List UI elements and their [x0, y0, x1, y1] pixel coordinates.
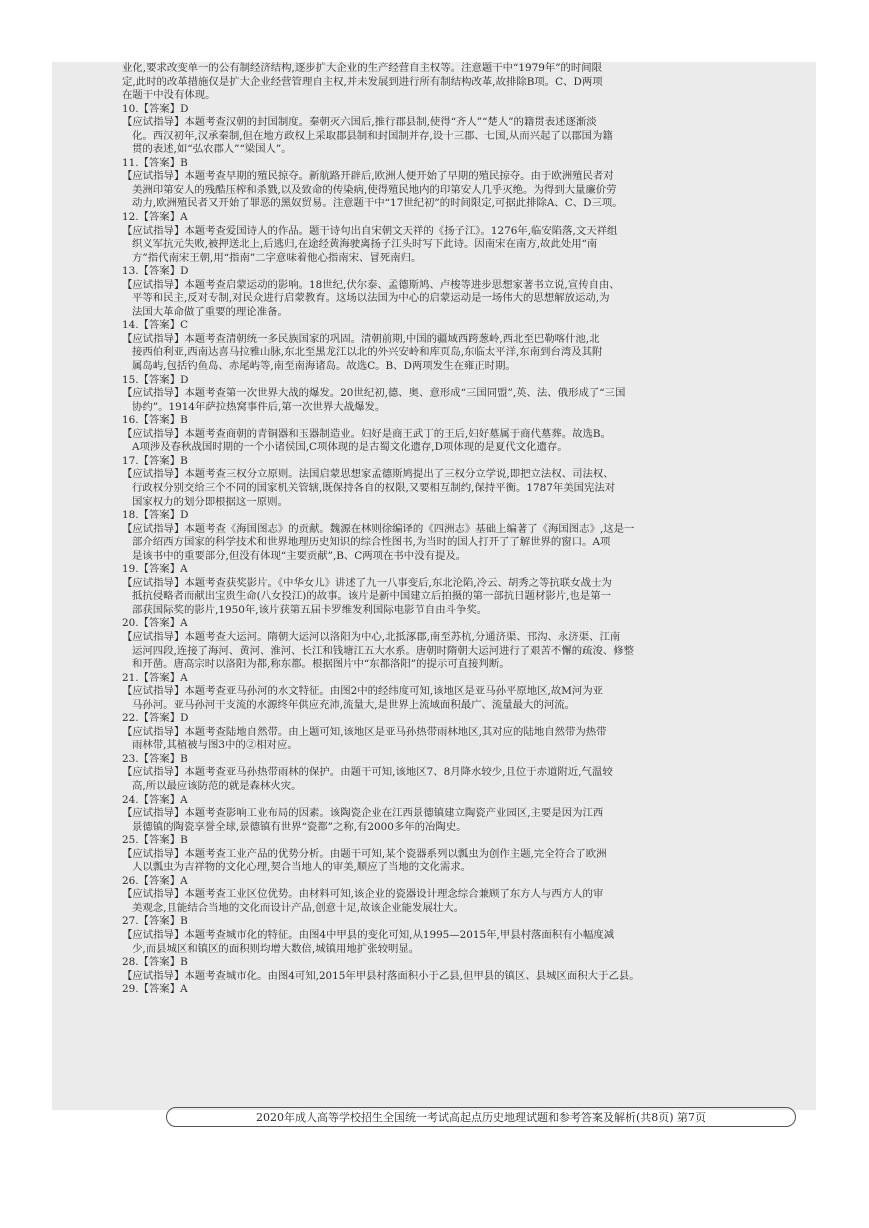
text-line: 贯的表述,如“弘农郡人”“梁国人”。 — [132, 143, 292, 156]
explanation-line: 【应试指导】本题考查早期的殖民掠夺。新航路开辟后,欧洲人便开始了早期的殖民掠夺。由于欧洲殖民者对 — [122, 170, 614, 183]
answer-line: 14.【答案】C — [122, 319, 189, 332]
text-line: 定,此时的改革措施仅是扩大企业经营管理自主权,并未发展到进行所有制结构改革,故排除B项。C、D两项 — [122, 75, 603, 88]
scanned-page — [52, 62, 816, 1124]
explanation-line: 【应试指导】本题考查工业产品的优势分析。由题干可知,某个瓷器系列以瓢虫为创作主题,完全符合了欧洲 — [122, 847, 607, 860]
explanation-line: 【应试指导】本题考查商朝的青铜器和玉器制造业。妇好是商王武丁的王后,妇好墓属于商代墓葬。故选B。 — [122, 427, 611, 440]
answer-line: 10.【答案】D — [122, 102, 189, 115]
explanation-line: 【应试指导】本题考查亚马孙河的水文特征。由图2中的经纬度可知,该地区是亚马孙平原地区,故M河为亚 — [122, 685, 604, 698]
text-line: 接西伯利亚,西南达喜马拉雅山脉,东北至黑龙江以北的外兴安岭和库页岛,东临太平洋,东南到台湾及其附 — [132, 346, 603, 359]
answer-line: 22.【答案】D — [122, 712, 189, 725]
text-line: 部获国际奖的影片,1950年,该片获第五届卡罗维发利国际电影节自由斗争奖。 — [132, 603, 488, 616]
text-line: 平等和民主,反对专制,对民众进行启蒙教育。这场以法国为中心的启蒙运动是一场伟大的思想解放运动,为 — [132, 292, 610, 305]
answer-line: 24.【答案】A — [122, 793, 188, 806]
text-line: 美观念,且能结合当地的文化而设计产品,创意十足,故该企业能发展壮大。 — [132, 901, 465, 914]
explanation-line: 【应试指导】本题考查启蒙运动的影响。18世纪,伏尔泰、孟德斯鸠、卢梭等进步思想家著书立说,宣传自由、 — [122, 278, 620, 291]
explanation-line: 【应试指导】本题考查亚马孙热带雨林的保护。由题干可知,该地区7、8月降水较少,且位于赤道附近,气温较 — [122, 766, 613, 779]
answer-text-body — [122, 62, 802, 997]
text-line: 抵抗侵略者而献出宝贵生命(八女投江)的故事。该片是新中国建立后拍摄的第一部抗日题材影片,也是第一 — [132, 590, 611, 603]
explanation-line: 【应试指导】本题考查城市化。由图4可知,2015年甲县村落面积小于乙县,但甲县的镇区、县城区面积大于乙县。 — [122, 969, 640, 982]
answer-line: 19.【答案】A — [122, 563, 188, 576]
explanation-line: 【应试指导】本题考查汉朝的封国制度。秦朝灭六国后,推行郡县制,使得“齐人”“楚人”的籍贯表述逐渐淡 — [122, 116, 597, 129]
text-line: 马孙河。亚马孙河干支流的水源终年供应充沛,流量大,是世界上流域面积最广、流量最大的河流。 — [132, 698, 576, 711]
answer-line: 23.【答案】B — [122, 752, 188, 765]
answer-line: 27.【答案】B — [122, 915, 188, 928]
explanation-line: 【应试指导】本题考查城市化的特征。由图4中甲县的变化可知,从1995—2015年,甲县村落面积有小幅度减 — [122, 929, 615, 941]
answer-line: 26.【答案】A — [122, 874, 188, 887]
text-line: 人以瓢虫为吉祥物的文化心理,契合当地人的审美,顺应了当地的文化需求。 — [132, 861, 472, 874]
text-line: 雨林带,其植被与图3中的②相对应。 — [132, 739, 298, 752]
text-line: 部介绍西方国家的科学技术和世界地理历史知识的综合性图书,为当时的国人打开了了解世界的窗口。A项 — [132, 536, 611, 549]
explanation-line: 【应试指导】本题考查第一次世界大战的爆发。20世纪初,德、奥、意形成“三国同盟”,英、法、俄形成了“三国 — [122, 387, 626, 400]
text-line: 属岛屿,包括钓鱼岛、赤尾屿等,南至南海诸岛。故选C。B、D两项发生在雍正时期。 — [132, 360, 516, 373]
text-line: 方”指代南宋王朝,用“指南”二字意味着他心指南宋、冒死南归。 — [132, 251, 422, 264]
text-line: 在题干中没有体现。 — [122, 89, 216, 102]
text-line: A项涉及春秋战国时期的一个小诸侯国,C项体现的是古蜀文化遗存,D项体现的是夏代文化遗存。 — [132, 441, 568, 454]
text-line: 化。西汉初年,汉承秦制,但在地方政权上采取郡县制和封国制并存,设十三郡、七国,从而兴起了以郡国为籍 — [132, 129, 613, 142]
explanation-line: 【应试指导】本题考查清朝统一多民族国家的巩固。清朝前期,中国的疆域西跨葱岭,西北至巴勒喀什池,北 — [122, 332, 600, 345]
answer-line: 15.【答案】D — [122, 373, 189, 386]
explanation-line: 【应试指导】本题考查陆地自然带。由上题可知,该地区是亚马孙热带雨林地区,其对应的陆地自然带为热带 — [122, 725, 607, 738]
explanation-line: 【应试指导】本题考查影响工业布局的因素。该陶瓷企业在江西景德镇建立陶瓷产业园区,主要是因为江西 — [122, 807, 604, 820]
explanation-line: 【应试指导】本题考查三权分立原则。法国启蒙思想家孟德斯鸠提出了三权分立学说,即把立法权、司法权、 — [122, 468, 614, 481]
text-line: 和开凿。唐高宗时以洛阳为都,称东都。根据图片中“东都洛阳”的提示可直接判断。 — [132, 658, 510, 671]
answer-line: 11.【答案】B — [122, 156, 188, 169]
text-line: 美洲印第安人的残酷压榨和杀戮,以及致命的传染病,使得殖民地内的印第安人几乎灭绝。为得到大量廉价劳 — [132, 183, 617, 196]
answer-line: 16.【答案】B — [122, 414, 188, 427]
answer-line: 29.【答案】A — [122, 983, 188, 996]
text-line: 行政权分别交给三个不同的国家机关管辖,既保持各自的权限,又要相互制约,保持平衡。1787年美国宪法对 — [132, 481, 616, 494]
answer-line: 28.【答案】B — [122, 956, 188, 969]
text-line: 国家权力的划分即根据这一原则。 — [132, 495, 288, 508]
page-footer: 2020年成人高等学校招生全国统一考试高起点历史地理试题和参考答案及解析(共8页) 第7页 — [166, 1107, 796, 1127]
explanation-line: 【应试指导】本题考查爱国诗人的作品。题干诗句出自宋朝文天祥的《扬子江》。1276年,临安陷落,文天祥组 — [122, 224, 618, 237]
text-line: 织义军抗元失败,被押送北上,后逃归,在途经黄海驶离扬子江头时写下此诗。因南宋在南方,故此处用“南 — [132, 238, 598, 251]
answer-line: 25.【答案】B — [122, 834, 188, 847]
text-line: 少,而县城区和镇区的面积则均增大数倍,城镇用地扩张较明显。 — [132, 942, 420, 955]
text-line: 业化,要求改变单一的公有制经济结构,逐步扩大企业的生产经营自主权等。注意题干中“1979年”的时间限 — [122, 62, 603, 74]
explanation-line: 【应试指导】本题考查大运河。隋朝大运河以洛阳为中心,北抵涿郡,南至苏杭,分通济渠、邗沟、永济渠、江南 — [122, 630, 621, 643]
text-line: 高,所以最应该防范的就是森林火灾。 — [132, 779, 302, 792]
explanation-line: 【应试指导】本题考查工业区位优势。由材料可知,该企业的瓷器设计理念综合兼顾了东方人与西方人的审 — [122, 888, 604, 901]
text-line: 运河四段,连接了海河、黄河、淮河、长江和钱塘江五大水系。唐朝时隋朝大运河进行了艰苦不懈的疏浚、修整 — [132, 644, 635, 657]
text-line: 是该书中的重要部分,但没有体现“主要贡献”,B、C两项在书中没有提及。 — [132, 549, 467, 562]
text-line: 法国大革命做了重要的理论准备。 — [132, 305, 288, 318]
answer-line: 13.【答案】D — [122, 265, 189, 278]
text-line: 动力,欧洲殖民者又开始了罪恶的黑奴贸易。注意题干中“17世纪初”的时间限定,可据此排除A、C、D三项。 — [132, 197, 623, 210]
answer-line: 18.【答案】D — [122, 509, 189, 522]
answer-line: 21.【答案】A — [122, 671, 188, 684]
text-line: 景德镇的陶瓷享誉全球,景德镇有世界“瓷都”之称,有2000多年的冶陶史。 — [132, 820, 467, 833]
answer-line: 20.【答案】A — [122, 617, 188, 630]
explanation-line: 【应试指导】本题考查获奖影片。《中华女儿》讲述了九一八事变后,东北沦陷,冷云、胡秀之等抗联女战士为 — [122, 576, 612, 589]
text-line: 协约”。1914年萨拉热窝事件后,第一次世界大战爆发。 — [132, 400, 386, 413]
explanation-line: 【应试指导】本题考查《海国图志》的贡献。魏源在林则徐编译的《四洲志》基础上编著了《海国图志》,这是一 — [122, 522, 635, 535]
answer-line: 17.【答案】B — [122, 454, 188, 467]
answer-line: 12.【答案】A — [122, 211, 188, 224]
